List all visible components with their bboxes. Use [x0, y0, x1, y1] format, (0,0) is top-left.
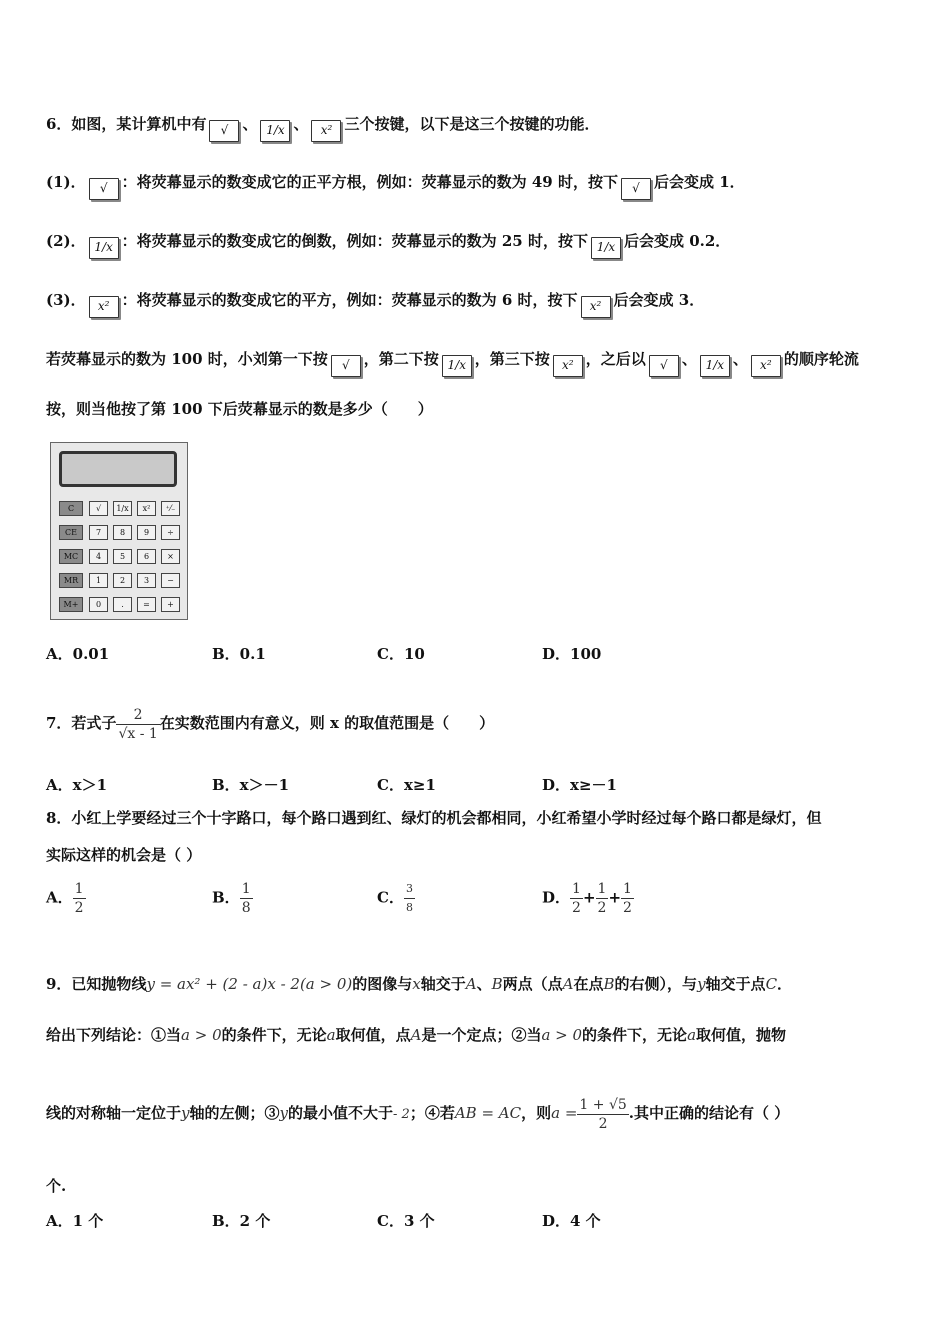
calculator-key: 2 — [113, 573, 132, 588]
q8-option-c[interactable]: C． $\frac{3}{8}$ — [377, 880, 415, 917]
q8-d-fraction-3: $\frac{1}{2}$ — [623, 881, 632, 916]
q8-b-fraction: $\frac{1}{8}$ — [241, 881, 251, 916]
q9-fraction: $\frac{1 + √5}{2}$ — [579, 1096, 627, 1132]
q9-option-b[interactable]: B．2 个 — [212, 1212, 271, 1230]
calculator-key: √ — [89, 501, 108, 516]
calculator-key: 1/x — [113, 501, 132, 516]
calculator-key: 4 — [89, 549, 108, 564]
q6-option-a[interactable]: A．0.01 — [46, 645, 110, 663]
q7-option-b[interactable]: B．x＞－1 — [212, 776, 290, 794]
q7-option-d[interactable]: D．x≥－1 — [542, 776, 617, 794]
q6-item-2: (2)． 1/x ：将荧幕显示的数变成它的倒数，例如：荧幕显示的数为 25 时，按下 1/x 后会变成 0.2． — [46, 231, 730, 259]
calculator-key: ÷ — [161, 525, 180, 540]
calculator-figure — [50, 442, 188, 620]
q6-stem: 6．如图，某计算机中有 √ 、 1/x 、 x² 三个按键，以下是这三个按键的功能． — [46, 114, 600, 142]
sqrt-key-icon: √ — [89, 178, 119, 200]
square-key-icon: x² — [751, 355, 781, 377]
calculator-key: MR — [59, 573, 83, 588]
q9-option-a[interactable]: A．1 个 — [46, 1212, 104, 1230]
q9-stem-line-1: 9．已知抛物线y = ax² + (2 - a)x - 2(a > 0)的图像与x轴交于A、B两点（点A在点B的右侧），与y轴交于点C． — [46, 975, 793, 993]
calculator-key: ⁺⁄₋ — [161, 501, 180, 516]
calculator-key: 0 — [89, 597, 108, 612]
q9-option-d[interactable]: D．4 个 — [542, 1212, 601, 1230]
q6-body-line-1: 若荧幕显示的数为 100 时，小刘第一下按 √ ，第二下按 1/x ，第三下按 x² ，之后以 √ 、 1/x 、 x² 的顺序轮流 — [46, 349, 859, 377]
calculator-key: . — [113, 597, 132, 612]
calculator-key: 9 — [137, 525, 156, 540]
sqrt-key-icon: √ — [621, 178, 651, 200]
q7-fraction: $\frac{2}{√x - 1}$ — [118, 706, 158, 742]
calculator-key: 3 — [137, 573, 156, 588]
q6-option-b[interactable]: B．0.1 — [212, 645, 266, 663]
calculator-key: 1 — [89, 573, 108, 588]
q9-stem-line-4: 个. — [46, 1177, 67, 1195]
calculator-key: MC — [59, 549, 83, 564]
q6-item-3: (3)． x² ：将荧幕显示的数变成它的平方，例如：荧幕显示的数为 6 时，按下 x² 后会变成 3． — [46, 290, 704, 318]
q6-option-d[interactable]: D．100 — [542, 645, 602, 663]
calculator-key: 5 — [113, 549, 132, 564]
sqrt-key-icon: √ — [331, 355, 361, 377]
q8-stem-line-1: 8．小红上学要经过三个十字路口，每个路口遇到红、绿灯的机会都相同，小红希望小学时经过每个路口都是绿灯，但 — [46, 809, 822, 827]
q7-option-c[interactable]: C．x≥1 — [377, 776, 436, 794]
calculator-key: × — [161, 549, 180, 564]
q9-stem-line-3: 线的对称轴一定位于y轴的左侧；③y的最小值不大于- 2；④若AB = AC，则a = $\frac{1 + √5}{2}$ .其中正确的结论有（ ） — [46, 1096, 790, 1132]
q8-c-fraction: $\frac{3}{8}$ — [405, 882, 413, 914]
calculator-key: 7 — [89, 525, 108, 540]
sqrt-key-icon: √ — [649, 355, 679, 377]
q6-item-1: (1)． √ ：将荧幕显示的数变成它的正平方根，例如：荧幕显示的数为 49 时，按下 √ 后会变成 1． — [46, 172, 745, 200]
reciprocal-key-icon: 1/x — [89, 237, 119, 259]
sqrt-key-icon: √ — [209, 120, 239, 142]
q8-stem-line-2: 实际这样的机会是（ ） — [46, 846, 202, 864]
square-key-icon: x² — [89, 296, 119, 318]
q8-d-fraction-2: $\frac{1}{2}$ — [597, 881, 607, 916]
q8-a-fraction: $\frac{1}{2}$ — [74, 881, 84, 916]
square-key-icon: x² — [311, 120, 341, 142]
reciprocal-key-icon: 1/x — [700, 355, 730, 377]
q7-option-a[interactable]: A．x＞1 — [46, 776, 108, 794]
reciprocal-key-icon: 1/x — [591, 237, 621, 259]
q6-body-line-2: 按，则当他按了第 100 下后荧幕显示的数是多少（ ） — [46, 400, 433, 418]
q7-stem: 7．若式子 $\frac{2}{√x - 1}$ 在实数范围内有意义，则 x 的取值范围是（ ） — [46, 706, 495, 742]
calculator-screen — [59, 451, 177, 487]
q8-option-d[interactable]: D． $\frac{1}{2}$ + $\frac{1}{2}$ + $\frac{1}{2}$ — [542, 881, 632, 916]
calculator-key: − — [161, 573, 180, 588]
calculator-key: CE — [59, 525, 83, 540]
calculator-key: + — [161, 597, 180, 612]
square-key-icon: x² — [553, 355, 583, 377]
q8-option-a[interactable]: A． $\frac{1}{2}$ — [46, 881, 84, 916]
q9-option-c[interactable]: C．3 个 — [377, 1212, 435, 1230]
square-key-icon: x² — [581, 296, 611, 318]
calculator-key: C — [59, 501, 83, 516]
q8-option-b[interactable]: B． $\frac{1}{8}$ — [212, 881, 251, 916]
q9-stem-line-2: 给出下列结论：①当a > 0的条件下，无论a取何值，点A是一个定点；②当a > 0的条件下，无论a取何值，抛物 — [46, 1026, 787, 1044]
calculator-key: = — [137, 597, 156, 612]
q8-d-fraction-1: $\frac{1}{2}$ — [572, 881, 581, 916]
reciprocal-key-icon: 1/x — [442, 355, 472, 377]
calculator-key: 6 — [137, 549, 156, 564]
calculator-key: M+ — [59, 597, 83, 612]
calculator-key: 8 — [113, 525, 132, 540]
reciprocal-key-icon: 1/x — [260, 120, 290, 142]
q6-option-c[interactable]: C．10 — [377, 645, 425, 663]
calculator-key: x² — [137, 501, 156, 516]
